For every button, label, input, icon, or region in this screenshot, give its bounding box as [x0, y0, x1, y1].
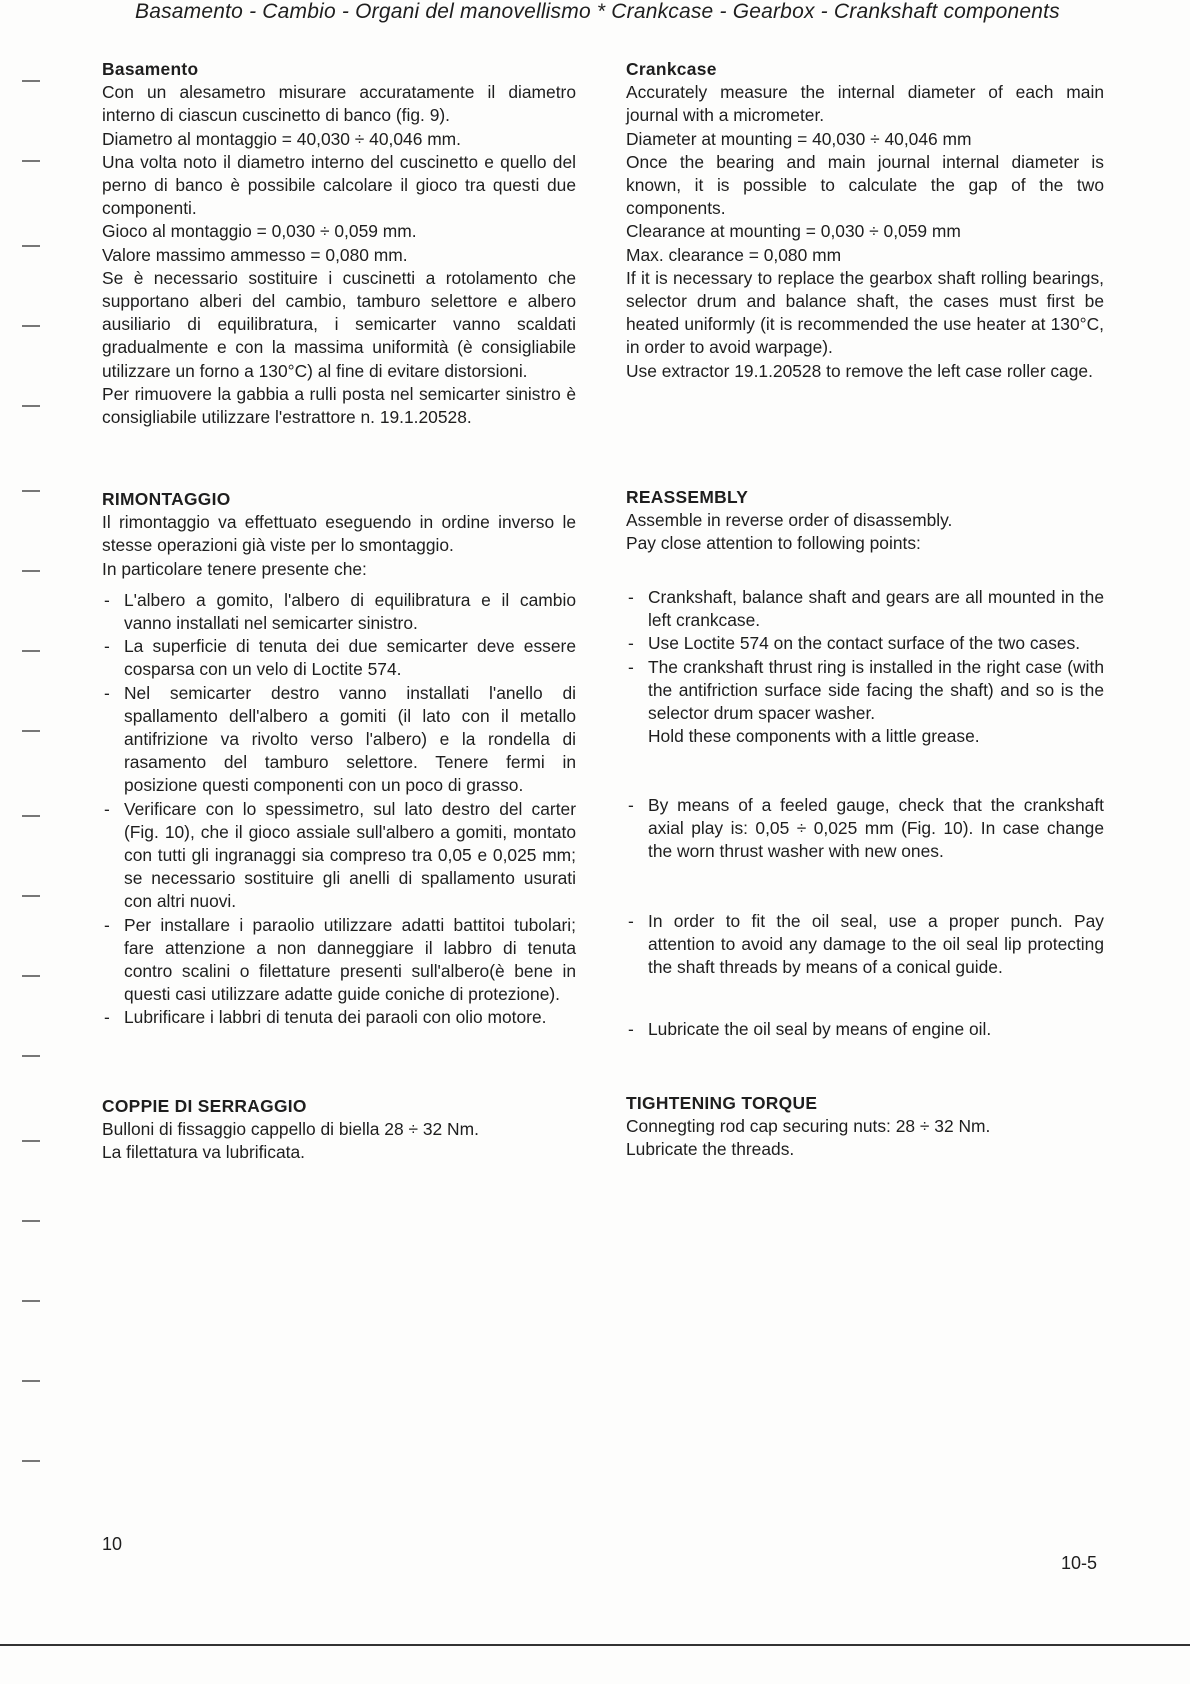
paragraph: Valore massimo ammesso = 0,080 mm.	[102, 244, 408, 265]
paragraph: Per rimuovere la gabbia a rulli posta nel semicarter sinistro è consigliabile utilizzare l'estrattore n. 19.1.20528.	[102, 383, 576, 428]
section-title: REASSEMBLY	[626, 487, 749, 507]
list-item: - By means of a feeled gauge, check that the crankshaft axial play is: 0,05 ÷ 0,025 mm (Fig. 10). In case change the worn thrust washer with new ones.	[626, 794, 1104, 864]
list-item: - Verificare con lo spessimetro, sul lato destro del carter (Fig. 10), che il gioco assiale sull'albero a gomiti, montato con tutti gli ingranaggi sia compreso tra 0,05 e 0,025 mm; se necessario sostituire gli anelli di spallamento usurati con altri nuovi.	[102, 798, 576, 914]
section-title: COPPIE DI SERRAGGIO	[102, 1096, 307, 1116]
list-item: - La superficie di tenuta dei due semicarter deve essere cosparsa con un velo di Loctite 574.	[102, 635, 576, 681]
page-number-right: 10-5	[1061, 1553, 1098, 1573]
list-item: - Lubrificare i labbri di tenuta dei paraoli con olio motore.	[102, 1006, 576, 1029]
bullet-list	[626, 1018, 1104, 1041]
paragraph: Assemble in reverse order of disassembly.	[626, 510, 953, 531]
paragraph: In particolare tenere presente che:	[102, 558, 367, 579]
paragraph: Il rimontaggio va effettuato eseguendo in ordine inverso le stesse operazioni già viste per lo smontaggio.	[102, 512, 576, 556]
bullet-list	[102, 589, 576, 1030]
list-item: - Per installare i paraolio utilizzare adatti battitoi tubolari; fare attenzione a non danneggiare il labbro di tenuta contro scalini o filettature presenti sull'albero(è bene in questi casi utilizzare adatte guide coniche di protezione).	[102, 914, 576, 1007]
section-title: Basamento	[102, 59, 199, 79]
paragraph: Se è necessario sostituire i cuscinetti a rotolamento che supportano alberi del cambio, tamburo selettore e albero ausiliario di equilibratura, i semicarter vanno scaldati gradualmente e con la massima uniformità (è consigliabile utilizzare un forno a 130°C) al fine di evitare distorsioni.	[102, 267, 576, 381]
paragraph: Lubricate the threads.	[626, 1139, 795, 1160]
section-title: RIMONTAGGIO	[102, 489, 231, 509]
section-tightening-torque	[626, 1092, 1104, 1162]
paragraph: Una volta noto il diametro interno del cuscinetto e quello del perno di banco è possibile calcolare il gioco tra questi due componenti.	[102, 151, 576, 219]
bullet-list	[626, 794, 1104, 864]
section-coppie	[102, 1095, 576, 1165]
list-item	[626, 656, 1104, 749]
paragraph: Pay close attention to following points:	[626, 533, 921, 554]
section-title: TIGHTENING TORQUE	[626, 1093, 818, 1113]
list-item-text: The crankshaft thrust ring is installed in the right case (with the antifriction surface side facing the shaft) and so is the selector drum spacer washer.	[648, 656, 1104, 724]
bullet-list	[626, 910, 1104, 980]
paragraph: Con un alesametro misurare accuratamente il diametro interno di ciascun cuscinetto di banco (fig. 9).	[102, 82, 576, 126]
list-item: - Nel semicarter destro vanno installati l'anello di spallamento dell'albero a gomiti (il lato con il metallo antifrizione va rivolto verso l'albero) e la rondella di rasamento del tamburo selettore. Tenere fermi in posizione questi componenti con un poco di grasso.	[102, 682, 576, 798]
section-title: Crankcase	[626, 59, 717, 79]
paragraph: Use extractor 19.1.20528 to remove the left case roller cage.	[626, 360, 1093, 381]
paragraph: Once the bearing and main journal internal diameter is known, it is possible to calculate the gap of the two components.	[626, 151, 1104, 219]
paragraph: Accurately measure the internal diameter of each main journal with a micrometer.	[626, 82, 1104, 126]
paragraph: La filettatura va lubrificata.	[102, 1142, 305, 1163]
section-basamento	[102, 58, 576, 429]
list-item: - Crankshaft, balance shaft and gears are all mounted in the left crankcase.	[626, 586, 1104, 632]
list-item: - Lubricate the oil seal by means of engine oil.	[626, 1018, 1104, 1041]
section-reassembly	[626, 486, 1104, 556]
section-rimontaggio	[102, 488, 576, 1030]
paragraph: If it is necessary to replace the gearbox shaft rolling bearings, selector drum and balance shaft, the cases must first be heated uniformly (it is recommended the use heater at 130°C, in order to avoid warpage).	[626, 267, 1104, 358]
page-header: Basamento - Cambio - Organi del manovellismo * Crankcase - Gearbox - Crankshaft components	[135, 0, 1060, 23]
list-item: - L'albero a gomito, l'albero di equilibratura e il cambio vanno installati nel semicarter sinistro.	[102, 589, 576, 635]
paragraph: Clearance at mounting = 0,030 ÷ 0,059 mm	[626, 221, 961, 242]
bullet-list	[626, 586, 1104, 748]
paragraph: Diameter at mounting = 40,030 ÷ 40,046 mm	[626, 128, 972, 149]
paragraph: Bulloni di fissaggio cappello di biella 28 ÷ 32 Nm.	[102, 1119, 479, 1140]
list-item: - Use Loctite 574 on the contact surface of the two cases.	[626, 632, 1104, 655]
paragraph: Connegting rod cap securing nuts: 28 ÷ 32 Nm.	[626, 1116, 991, 1137]
paragraph: Max. clearance = 0,080 mm	[626, 244, 842, 265]
paragraph: Gioco al montaggio = 0,030 ÷ 0,059 mm.	[102, 221, 417, 242]
paragraph: Diametro al montaggio = 40,030 ÷ 40,046 mm.	[102, 128, 462, 149]
hold-note: Hold these components with a little grease.	[648, 726, 980, 747]
page-number-left: 10	[102, 1534, 123, 1554]
section-crankcase	[626, 58, 1104, 383]
bottom-rule	[0, 1644, 1190, 1646]
list-item: - In order to fit the oil seal, use a proper punch. Pay attention to avoid any damage to the oil seal lip protecting the shaft threads by means of a conical guide.	[626, 910, 1104, 980]
